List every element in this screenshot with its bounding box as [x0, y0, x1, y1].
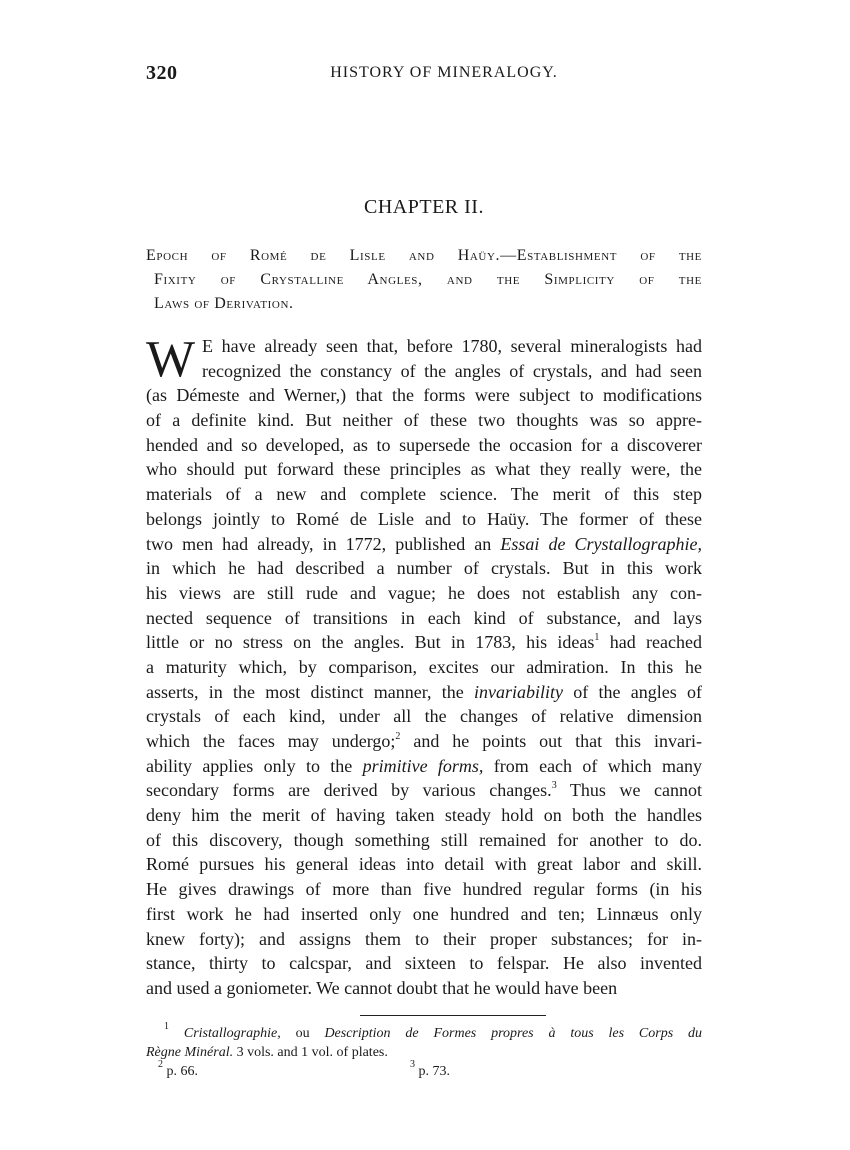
footnote-italic: Règne Minéral. — [146, 1045, 234, 1060]
text-segment: of the angles of — [563, 681, 702, 702]
footnote-mark: 2 — [158, 1059, 163, 1070]
text-line: belongs jointly to Romé de Lisle and to Haüy. The former of these — [146, 508, 702, 529]
footnote-ref: 3 — [551, 780, 557, 792]
footnote-1-continued — [146, 1043, 702, 1062]
text-line: who should put forward these principles as what they really were, the — [146, 459, 702, 480]
text-line: deny him the merit of having taken steady hold on both the handles — [146, 805, 702, 826]
footnote-italic: Cristallographie, — [183, 1026, 281, 1041]
chapter-heading-line: Fixity of Crystalline Angles, and the Simplicity of the — [154, 271, 702, 288]
text-segment: which the faces may undergo; — [146, 731, 396, 751]
footnotes — [146, 1021, 703, 1081]
footnote-rule — [360, 1015, 546, 1016]
text-line: knew forty); and assigns them to their proper substances; for in- — [146, 928, 702, 949]
text-line: of a definite kind. But neither of these two thoughts was so appre- — [146, 410, 702, 431]
text-line — [146, 778, 702, 803]
text-line: hended and so developed, as to supersede the occasion for a discoverer — [146, 434, 702, 455]
text-line: a maturity which, by comparison, excites our admiration. In this he — [146, 656, 702, 677]
text-segment: ability applies only to the — [146, 755, 363, 776]
text-line — [146, 729, 702, 754]
text-line — [146, 532, 702, 557]
footnote-italic: Description de Formes propres à tous les Corps du — [324, 1026, 703, 1041]
footnote-mark: 1 — [164, 1021, 169, 1032]
text-segment: from each of which many — [483, 755, 702, 776]
text-line: crystals of each kind, under all the changes of relative dimension — [146, 706, 702, 727]
text-segment: two men had already, in 1772, published an — [146, 533, 501, 554]
text-line: of this discovery, though something still remained for another to do. — [146, 829, 702, 850]
italic-term: primitive forms, — [362, 755, 484, 776]
text-line — [146, 754, 702, 779]
text-segment: and he points out that this invari- — [400, 731, 702, 751]
running-title: HISTORY OF MINERALOGY. — [330, 64, 558, 81]
running-head — [146, 62, 702, 86]
text-line: and used a goniometer. We cannot doubt that he would have been — [146, 977, 618, 998]
text-segment: asserts, in the most distinct manner, the — [146, 681, 475, 702]
chapter-heading — [146, 244, 702, 316]
text-line — [146, 680, 702, 705]
footnotes-2-3 — [146, 1059, 702, 1081]
footnote-1 — [146, 1021, 703, 1043]
text-line: stance, thirty to calcspar, and sixteen to felspar. He also invented — [146, 953, 702, 974]
text-line: recognized the constancy of the angles of crystals, and had seen — [202, 360, 702, 381]
text-line: nected sequence of transitions in each kind of substance, and lays — [146, 607, 702, 628]
drop-cap: W — [146, 331, 196, 388]
text-line: in which he had described a number of crystals. But in this work — [146, 558, 702, 579]
footnote-mark: 3 — [410, 1059, 415, 1070]
footnote-3 — [410, 1059, 450, 1081]
italic-term: invariability — [474, 681, 564, 702]
italic-title: Essai de Crystallographie, — [500, 533, 703, 554]
text-line: He gives drawings of more than five hundred regular forms (in his — [146, 879, 702, 900]
footnote-ref: 2 — [395, 731, 401, 742]
footnote-text: p. 66. — [163, 1064, 198, 1079]
text-segment: little or no stress on the angles. But in 1783, his ideas — [146, 632, 595, 653]
text-line: (as Démeste and Werner,) that the forms were subject to modifications — [146, 385, 702, 406]
text-segment: Thus we cannot — [556, 780, 702, 801]
footnote-text: p. 73. — [415, 1064, 450, 1079]
chapter-heading-line: Epoch of Romé de Lisle and Haüy.—Establishment of the — [146, 247, 702, 264]
text-line: materials of a new and complete science. The merit of this step — [146, 484, 702, 505]
text-line — [146, 630, 702, 655]
footnote-text: 3 vols. and 1 vol. of plates. — [233, 1045, 388, 1060]
body-text — [146, 331, 703, 1001]
footnote-text: ou — [280, 1026, 325, 1041]
page-number: 320 — [146, 62, 178, 84]
footnote-ref: 1 — [594, 632, 600, 644]
text-line: E have already seen that, before 1780, several mineralogists had — [202, 336, 702, 356]
text-line: his views are still rude and vague; he does not establish any con- — [146, 582, 702, 603]
text-segment: secondary forms are derived by various changes. — [146, 780, 552, 801]
chapter-heading-line: Laws of Derivation. — [154, 295, 294, 312]
chapter-number: CHAPTER II. — [364, 196, 484, 218]
text-line: first work he had inserted only one hundred and ten; Linnæus only — [146, 903, 702, 924]
text-segment: had reached — [599, 632, 702, 653]
text-line: Romé pursues his general ideas into detail with great labor and skill. — [146, 854, 702, 875]
